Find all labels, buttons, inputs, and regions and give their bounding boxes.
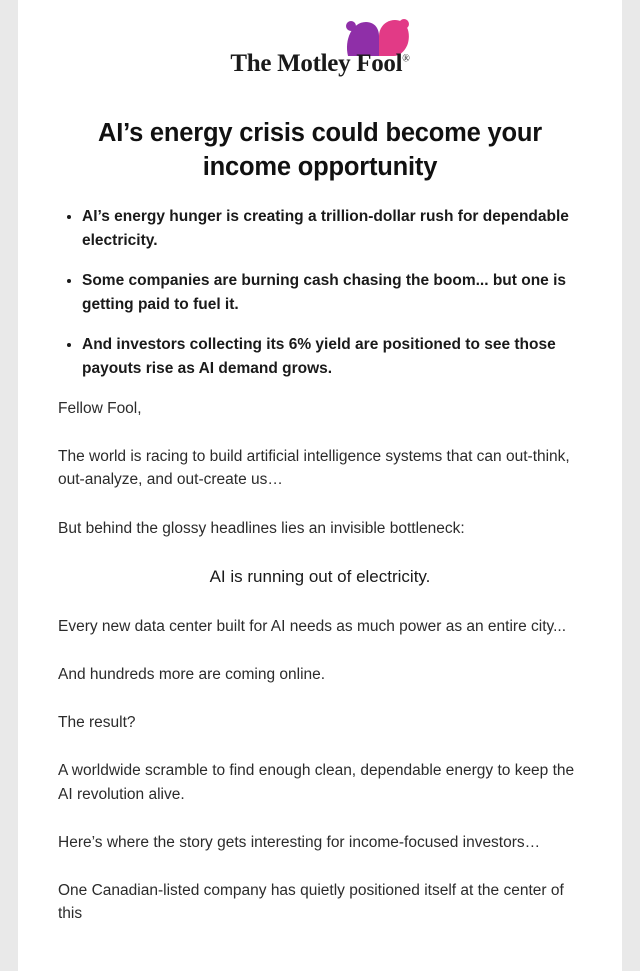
logo-wordmark xyxy=(220,50,420,78)
article-page xyxy=(18,0,622,971)
body-paragraph: Here’s where the story gets interesting for income-focused investors… xyxy=(58,833,541,851)
article-body-continued xyxy=(58,615,582,926)
body-paragraph: And hundreds more are coming online. xyxy=(58,665,326,683)
body-paragraph: Every new data center built for AI needs as much power as an entire city... xyxy=(58,617,567,635)
list-item: • And investors collecting its 6% yield are positioned to see those payouts rise as AI demand grows. xyxy=(82,333,588,381)
logo-wordmark-text: The Motley Fool xyxy=(230,50,403,77)
salutation: Fellow Fool, xyxy=(58,399,142,417)
logo-lockup xyxy=(220,18,420,80)
body-paragraph: The world is racing to build artificial intelligence systems that can out-think, out-analyze, and out-create us… xyxy=(58,448,570,489)
page-title: AI’s energy crisis could become your income opportunity xyxy=(98,119,542,181)
body-paragraph: A worldwide scramble to find enough clean, dependable energy to keep the AI revolution alive. xyxy=(58,762,575,803)
body-paragraph: But behind the glossy headlines lies an invisible bottleneck: xyxy=(58,519,465,537)
key-points-list xyxy=(52,205,588,381)
list-item: • Some companies are burning cash chasing the boom... but one is getting paid to fuel it. xyxy=(82,269,588,317)
brand-logo[interactable] xyxy=(18,0,622,95)
article-body xyxy=(58,397,582,540)
body-paragraph: One Canadian-listed company has quietly positioned itself at the center of this xyxy=(58,882,564,923)
logo-registered-mark: ® xyxy=(402,53,410,65)
body-paragraph: The result? xyxy=(58,714,136,732)
section-subheading: AI is running out of electricity. xyxy=(209,566,431,586)
list-item: • AI’s energy hunger is creating a trillion-dollar rush for dependable electricity. xyxy=(82,205,588,253)
